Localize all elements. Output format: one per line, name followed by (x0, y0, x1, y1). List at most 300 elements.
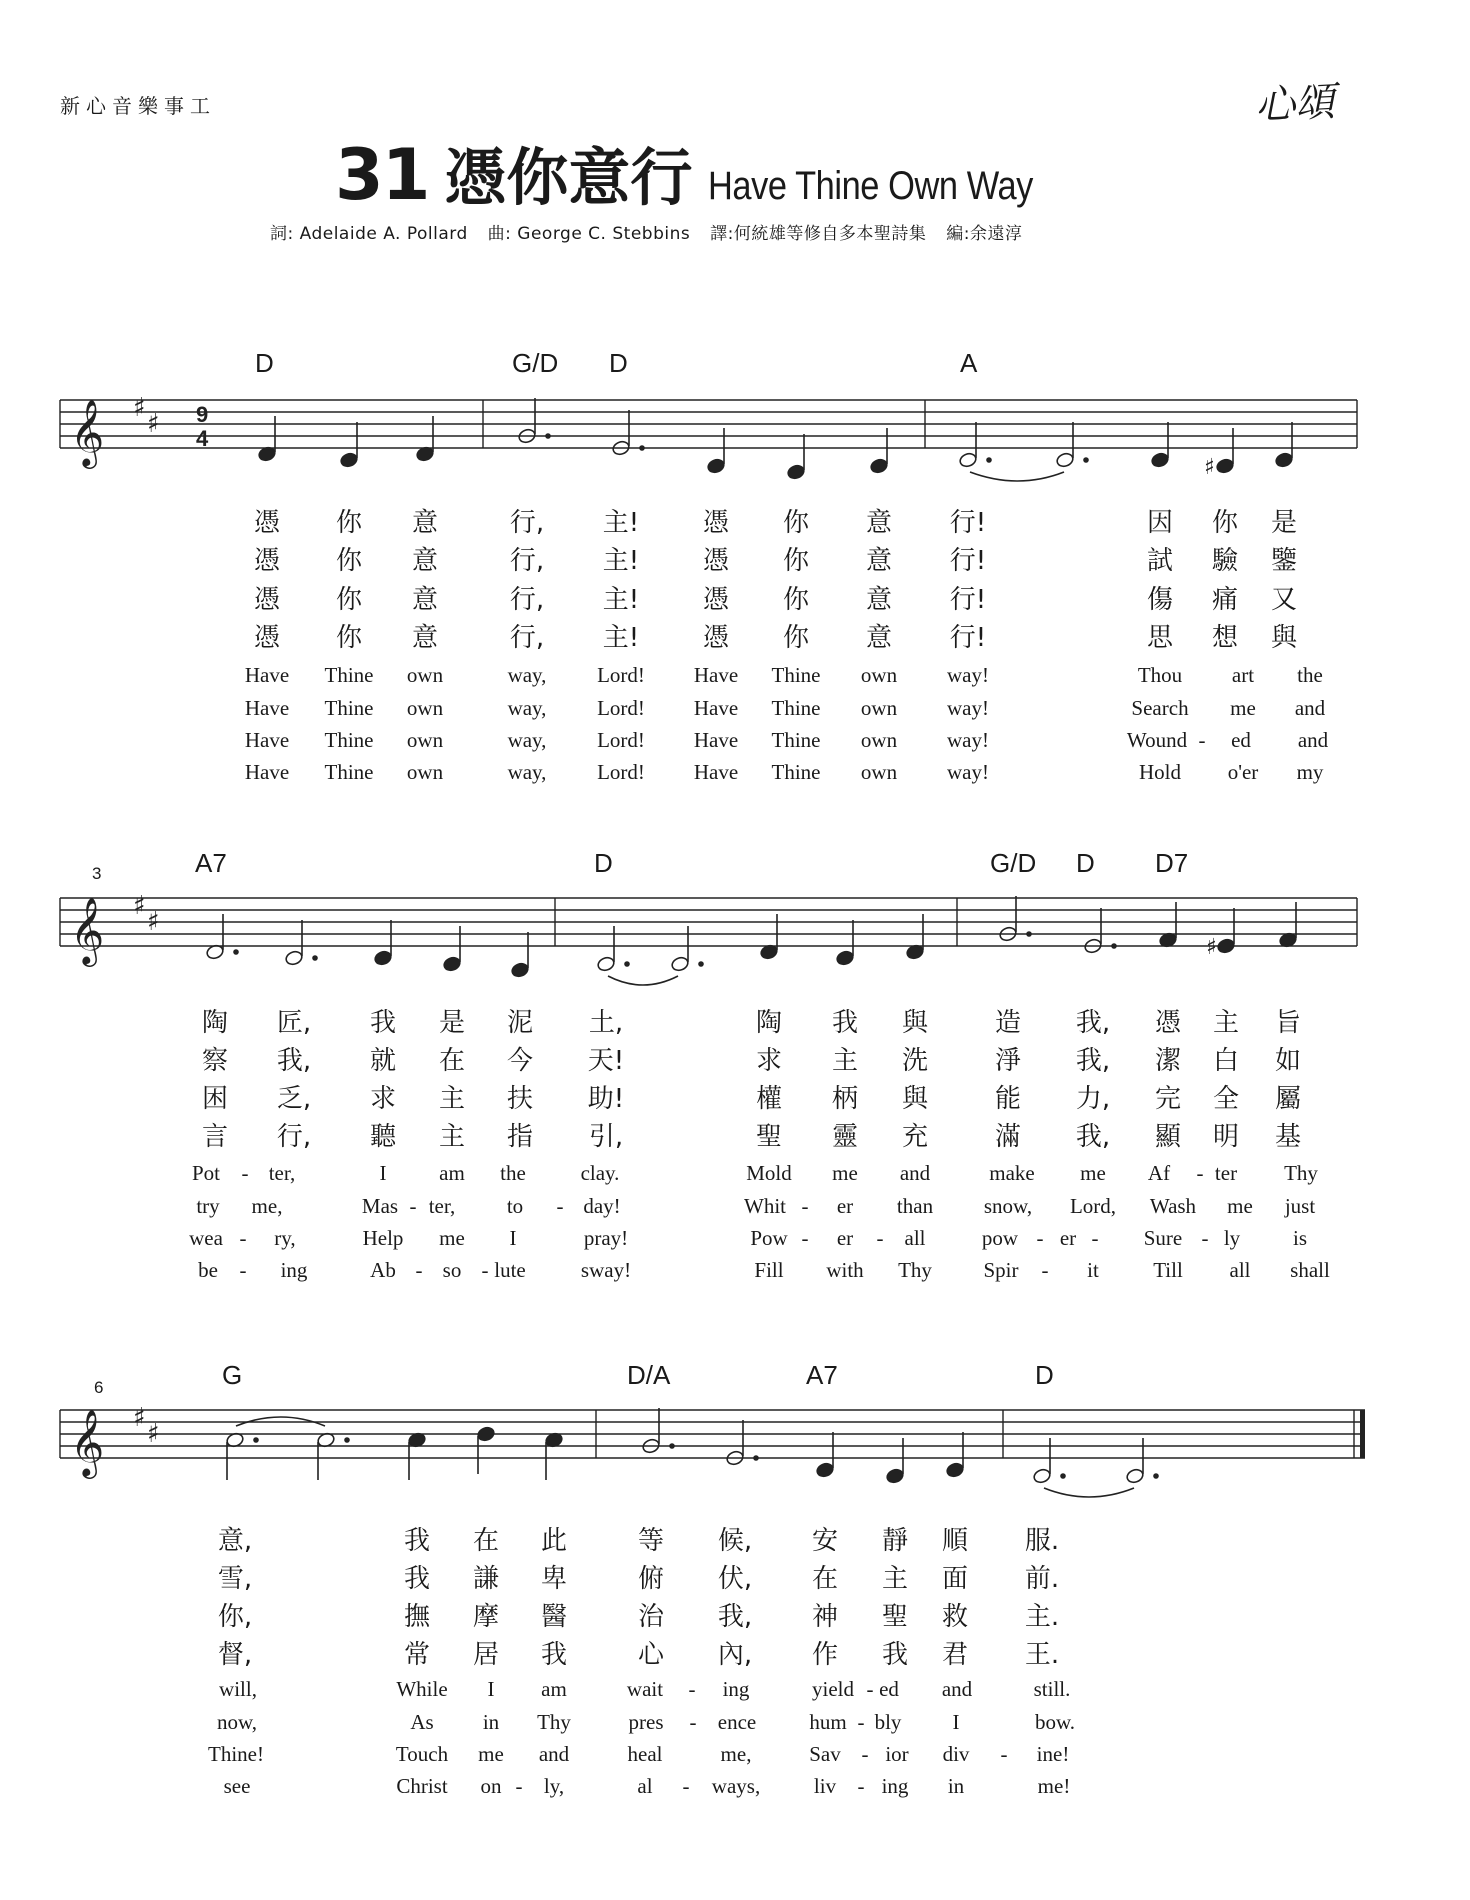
lyric-en: try (196, 1194, 220, 1218)
lyric-en: own (406, 696, 444, 720)
lyric-en: me! (1037, 1774, 1071, 1798)
lyric-zh: 主 (1212, 1008, 1240, 1038)
lyric-en: Christ (396, 1774, 448, 1798)
staff-system-3 (0, 1400, 1470, 1510)
lyric-en: Have (693, 696, 739, 720)
lyric-en: ly, (543, 1774, 565, 1798)
lyric-zh: 我, (1075, 1046, 1111, 1076)
lyric-en: will, (219, 1677, 257, 1701)
lyric-en: As (410, 1710, 434, 1734)
lyric-en: - (241, 1161, 249, 1185)
lyric-zh: 陶 (201, 1008, 229, 1038)
lyric-en: I (487, 1677, 495, 1701)
lyric-zh: 柄 (831, 1084, 859, 1114)
svg-text:♯: ♯ (133, 891, 146, 921)
lyric-zh: 想 (1211, 623, 1239, 653)
lyric-zh: 乏, (276, 1084, 312, 1114)
lyric-zh: 撫 (403, 1602, 431, 1632)
lyric-zh: 意 (411, 585, 439, 615)
lyric-zh: 土, (588, 1008, 624, 1038)
lyric-zh: 伏, (717, 1564, 753, 1594)
svg-text:♯: ♯ (147, 1419, 160, 1449)
lyric-zh: 能 (994, 1084, 1022, 1114)
chord-symbol: G/D (990, 848, 1037, 878)
lyric-zh: 天! (587, 1046, 625, 1076)
title-chinese: 憑你意行 (444, 141, 693, 214)
lyric-zh: 顯 (1154, 1122, 1182, 1152)
lyric-en: Ab (370, 1258, 396, 1282)
chord-symbol: D (255, 348, 274, 378)
lyric-zh: 憑 (1154, 1008, 1182, 1038)
lyric-zh: 神 (811, 1602, 839, 1632)
lyric-en: Thy (898, 1258, 932, 1282)
lyric-zh: 滿 (994, 1122, 1022, 1152)
lyric-en: - (1091, 1226, 1099, 1250)
lyric-zh: 行! (949, 546, 987, 576)
svg-text:♯: ♯ (1206, 935, 1217, 960)
lyric-zh: 意, (217, 1526, 253, 1556)
lyric-en: am (439, 1161, 465, 1185)
chord-symbol: D (1076, 848, 1095, 878)
lyric-en: way! (947, 728, 989, 752)
lyric-en: ed (879, 1677, 899, 1701)
lyric-zh: 聖 (755, 1122, 783, 1152)
lyric-zh: 權 (755, 1084, 783, 1114)
lyric-zh: 引, (588, 1122, 624, 1152)
lyric-en: - (876, 1226, 884, 1250)
lyric-en: ing (280, 1258, 308, 1282)
lyric-en: pray! (583, 1226, 629, 1250)
lyric-zh: 督, (217, 1640, 253, 1670)
lyric-zh: 因 (1146, 508, 1174, 538)
chord-symbol: D (594, 848, 613, 878)
lyric-en: Search (1131, 696, 1189, 720)
lyric-en: all (904, 1226, 926, 1250)
lyric-en: ing (881, 1774, 909, 1798)
lyric-en: with (826, 1258, 864, 1282)
lyric-en: way! (947, 760, 989, 784)
svg-text:♯: ♯ (147, 907, 160, 937)
lyric-en: Thine! (208, 1742, 264, 1766)
lyric-en: - (801, 1194, 809, 1218)
lyric-zh: 意 (411, 508, 439, 538)
lyric-en: me, (720, 1742, 752, 1766)
lyric-zh: 靈 (831, 1122, 859, 1152)
hymn-number: 31 (335, 134, 429, 216)
lyric-en: Thine (324, 728, 374, 752)
lyric-en: Help (362, 1226, 404, 1250)
lyric-zh: 又 (1270, 585, 1298, 615)
lyric-zh: 行, (509, 585, 545, 615)
lyric-en: Hold (1139, 760, 1181, 784)
lyric-zh: 行! (949, 623, 987, 653)
lyric-zh: 是 (1270, 508, 1298, 538)
lyric-zh: 與 (901, 1084, 929, 1114)
lyric-zh: 驗 (1211, 546, 1239, 576)
lyric-en: yield (812, 1677, 854, 1701)
lyric-en: sway! (580, 1258, 632, 1282)
lyric-zh: 憑 (702, 508, 730, 538)
lyric-zh: 與 (901, 1008, 929, 1038)
lyric-zh: 聖 (881, 1602, 909, 1632)
lyric-en: Touch (395, 1742, 449, 1766)
lyric-en: Thy (1284, 1161, 1318, 1185)
title-english: Have Thine Own Way (708, 164, 1034, 208)
lyric-en: own (860, 663, 898, 687)
lyric-en: Thine (771, 728, 821, 752)
lyric-en: me (1080, 1161, 1106, 1185)
lyric-en: Till (1153, 1258, 1183, 1282)
lyric-en: Thine (324, 696, 374, 720)
svg-text:♯: ♯ (147, 409, 160, 439)
svg-text:♯: ♯ (133, 393, 146, 423)
lyric-en: Wound (1126, 728, 1188, 752)
lyric-en: Sav (809, 1742, 841, 1766)
measure-number: 6 (94, 1378, 104, 1397)
lyric-en: in (482, 1710, 500, 1734)
lyric-en: own (860, 760, 898, 784)
lyric-en: Af (1147, 1161, 1171, 1185)
lyric-en: Sure (1143, 1226, 1183, 1250)
lyric-en: be (198, 1258, 218, 1282)
lyric-en: Thine (771, 696, 821, 720)
lyric-en: Lord! (597, 696, 645, 720)
lyric-zh: 主! (602, 585, 640, 615)
lyric-en: bly (874, 1710, 902, 1734)
lyric-en: all (1229, 1258, 1251, 1282)
lyric-zh: 謙 (472, 1564, 500, 1594)
lyric-zh: 淨 (994, 1046, 1022, 1076)
lyric-zh: 我, (1075, 1008, 1111, 1038)
lyric-zh: 主! (602, 623, 640, 653)
lyric-zh: 你 (335, 623, 363, 653)
lyric-en: way, (507, 696, 547, 720)
lyric-en: - (689, 1710, 697, 1734)
lyric-en: ways, (711, 1774, 761, 1798)
lyric-en: - (1041, 1258, 1049, 1282)
credits-line (270, 219, 1037, 244)
lyric-en: Lord! (597, 728, 645, 752)
lyric-zh: 憑 (253, 546, 281, 576)
lyric-zh: 俯 (637, 1564, 665, 1594)
lyric-zh: 作 (811, 1640, 839, 1670)
lyric-zh: 內, (717, 1640, 753, 1670)
chord-symbol: A (960, 348, 978, 378)
lyric-zh: 意 (411, 546, 439, 576)
lyric-zh: 陶 (755, 1008, 783, 1038)
lyric-zh: 你 (782, 623, 810, 653)
lyric-zh: 困 (201, 1084, 229, 1114)
lyric-zh: 救 (941, 1602, 969, 1632)
lyric-en: - (415, 1258, 423, 1282)
lyric-en: own (860, 696, 898, 720)
lyric-zh: 匠, (276, 1008, 312, 1038)
lyric-zh: 你 (335, 585, 363, 615)
measure-number: 3 (92, 864, 102, 883)
lyric-en: Thine (324, 760, 374, 784)
time-sig-bottom: 4 (196, 426, 209, 451)
lyric-zh: 憑 (702, 546, 730, 576)
lyric-en: ter (1214, 1161, 1238, 1185)
lyric-en: art (1231, 663, 1255, 687)
lyric-zh: 扶 (506, 1084, 534, 1114)
lyric-en: me (1230, 696, 1256, 720)
lyric-en: way! (947, 663, 989, 687)
lyric-en: - (1000, 1742, 1008, 1766)
lyric-en: liv (813, 1774, 837, 1798)
lyric-zh: 我 (881, 1640, 909, 1670)
staff-system-2 (0, 888, 1470, 998)
lyric-en: Lord! (597, 760, 645, 784)
lyric-en: Lord! (597, 663, 645, 687)
handwritten-mark: 心頌 (1254, 78, 1337, 130)
lyric-en: and (899, 1161, 931, 1185)
svg-text:♯: ♯ (1204, 455, 1215, 480)
lyric-en: in (947, 1774, 965, 1798)
lyric-en: pow (981, 1226, 1019, 1250)
lyric-en: ing (722, 1677, 750, 1701)
lyric-en: me (1227, 1194, 1253, 1218)
lyric-zh: 心 (637, 1640, 665, 1670)
lyric-en: day! (583, 1194, 621, 1218)
lyric-en: Have (244, 760, 290, 784)
lyric-en: - (688, 1677, 696, 1701)
lyric-en: Lord, (1069, 1194, 1117, 1218)
lyric-zh: 求 (369, 1084, 397, 1114)
lyric-en: way! (947, 696, 989, 720)
lyric-zh: 求 (755, 1046, 783, 1076)
lyric-zh: 察 (201, 1046, 229, 1076)
lyric-zh: 服. (1024, 1526, 1060, 1556)
lyric-en: er (836, 1226, 854, 1250)
lyric-zh: 前. (1024, 1564, 1060, 1594)
svg-text:𝄞: 𝄞 (70, 1408, 105, 1476)
chord-symbol: G (222, 1360, 243, 1390)
lyric-zh: 明 (1212, 1122, 1240, 1152)
lyric-en: I (509, 1226, 517, 1250)
lyric-zh: 指 (506, 1122, 534, 1152)
composer-credit: 曲: George C. Stebbins (487, 224, 691, 244)
lyric-en: the (1297, 663, 1323, 687)
lyric-en: the (500, 1161, 526, 1185)
lyric-zh: 在 (438, 1046, 466, 1076)
lyric-en: Have (693, 760, 739, 784)
lyric-en: just (1284, 1194, 1316, 1218)
lyric-en: and (1294, 696, 1326, 720)
lyric-zh: 就 (369, 1046, 397, 1076)
chord-symbol: D/A (627, 1360, 671, 1390)
lyric-en: Thine (771, 760, 821, 784)
lyric-en: ior (885, 1742, 909, 1766)
lyric-zh: 潔 (1154, 1046, 1182, 1076)
lyric-zh: 主! (602, 508, 640, 538)
lyric-zh: 屬 (1274, 1084, 1302, 1114)
lyric-zh: 造 (994, 1008, 1022, 1038)
lyric-en: Thy (537, 1710, 571, 1734)
lyric-zh: 意 (411, 623, 439, 653)
lyric-zh: 雪, (217, 1564, 253, 1594)
lyric-zh: 痛 (1211, 585, 1239, 615)
lyric-en: own (406, 760, 444, 784)
lyric-en: Thou (1137, 663, 1183, 687)
lyric-zh: 是 (438, 1008, 466, 1038)
lyric-zh: 今 (506, 1046, 534, 1076)
lyric-en: ence (717, 1710, 757, 1734)
time-sig-top: 9 (196, 402, 209, 427)
lyric-zh: 基 (1274, 1122, 1302, 1152)
lyric-zh: 主 (438, 1084, 466, 1114)
lyric-zh: 我, (717, 1602, 753, 1632)
lyric-zh: 全 (1212, 1084, 1240, 1114)
lyric-en: me (478, 1742, 504, 1766)
lyric-en: - (556, 1194, 564, 1218)
lyric-zh: 醫 (540, 1602, 568, 1632)
lyric-en: am (541, 1677, 567, 1701)
lyric-zh: 你 (335, 546, 363, 576)
lyric-zh: 主. (1024, 1602, 1060, 1632)
lyric-en: ter, (268, 1161, 296, 1185)
lyric-zh: 我, (276, 1046, 312, 1076)
lyric-en: heal (627, 1742, 663, 1766)
lyric-en: While (396, 1677, 448, 1701)
lyric-en: wait (626, 1677, 664, 1701)
lyric-en: me, (251, 1194, 283, 1218)
svg-text:𝄞: 𝄞 (70, 398, 105, 466)
lyric-en: on (480, 1774, 502, 1798)
chord-symbol: D7 (1155, 848, 1189, 878)
lyric-en: - (866, 1677, 874, 1701)
lyric-zh: 憑 (702, 623, 730, 653)
lyric-zh: 行! (949, 585, 987, 615)
lyric-en: than (896, 1194, 934, 1218)
lyric-zh: 治 (637, 1602, 665, 1632)
lyric-en: Thine (771, 663, 821, 687)
lyricist-credit: 詞: Adelaide A. Pollard (270, 224, 468, 244)
lyric-en: - (857, 1710, 865, 1734)
lyric-en: Fill (754, 1258, 784, 1282)
chord-symbol: G/D (512, 348, 559, 378)
lyric-zh: 君 (941, 1640, 969, 1670)
lyric-zh: 等 (637, 1526, 665, 1556)
lyric-en: al (637, 1774, 653, 1798)
lyric-zh: 主 (831, 1046, 859, 1076)
lyric-zh: 憑 (253, 623, 281, 653)
lyric-zh: 行, (509, 623, 545, 653)
lyric-en: still. (1033, 1677, 1071, 1701)
lyric-zh: 靜 (881, 1526, 909, 1556)
lyric-en: Mas (361, 1194, 399, 1218)
lyric-zh: 在 (811, 1564, 839, 1594)
lyric-zh: 你 (1211, 508, 1239, 538)
lyric-en: Pot (191, 1161, 221, 1185)
lyric-en: o'er (1227, 760, 1259, 784)
lyric-en: er (1059, 1226, 1077, 1250)
lyric-zh: 在 (472, 1526, 500, 1556)
lyric-en: Wash (1149, 1194, 1197, 1218)
lyric-zh: 你 (782, 546, 810, 576)
lyric-en: Mold (746, 1161, 792, 1185)
chord-symbol: A7 (806, 1360, 838, 1390)
lyric-en: and (538, 1742, 570, 1766)
staff-system-1 (0, 390, 1470, 500)
lyric-zh: 行, (276, 1122, 312, 1152)
lyric-zh: 意 (865, 623, 893, 653)
lyric-en: lute (494, 1258, 526, 1282)
lyric-en: me (832, 1161, 858, 1185)
lyric-zh: 你, (217, 1602, 253, 1632)
lyric-en: I (952, 1710, 960, 1734)
lyric-zh: 力, (1075, 1084, 1111, 1114)
lyric-en: Have (693, 663, 739, 687)
lyric-zh: 如 (1274, 1046, 1302, 1076)
lyric-zh: 試 (1146, 546, 1174, 576)
lyric-zh: 面 (941, 1564, 969, 1594)
lyric-zh: 白 (1212, 1046, 1240, 1076)
svg-text:♯: ♯ (133, 1403, 146, 1433)
arranger-credit: 編:余遠淳 (946, 224, 1023, 244)
lyric-en: - (515, 1774, 523, 1798)
lyric-en: own (406, 728, 444, 752)
lyric-en: er (836, 1194, 854, 1218)
lyric-zh: 你 (782, 585, 810, 615)
lyric-zh: 居 (472, 1640, 500, 1670)
lyric-en: wea (189, 1226, 223, 1250)
lyric-en: own (406, 663, 444, 687)
lyric-en: ry, (274, 1226, 296, 1250)
lyric-en: clay. (580, 1161, 620, 1185)
lyric-zh: 你 (782, 508, 810, 538)
lyric-en: Have (244, 696, 290, 720)
lyric-zh: 思 (1146, 623, 1174, 653)
lyric-en: - (409, 1194, 417, 1218)
lyric-zh: 聽 (369, 1122, 397, 1152)
lyric-en: Thine (324, 663, 374, 687)
hymn-title (335, 128, 1086, 217)
lyric-zh: 與 (1270, 623, 1298, 653)
lyric-en: me (439, 1226, 465, 1250)
lyric-en: way, (507, 663, 547, 687)
lyric-en: now, (216, 1710, 258, 1734)
lyric-en: I (379, 1161, 387, 1185)
lyric-en: way, (507, 728, 547, 752)
lyric-zh: 主! (602, 546, 640, 576)
lyric-zh: 充 (901, 1122, 929, 1152)
lyric-en: snow, (983, 1194, 1033, 1218)
lyric-zh: 常 (403, 1640, 431, 1670)
chord-symbol: A7 (195, 848, 227, 878)
ministry-name: 新心音樂事工 (60, 94, 216, 118)
lyric-en: way, (507, 760, 547, 784)
lyric-en: - (1201, 1226, 1209, 1250)
lyric-zh: 泥 (506, 1008, 534, 1038)
lyric-zh: 傷 (1146, 585, 1174, 615)
lyric-en: - (239, 1226, 247, 1250)
lyric-en: - (1196, 1161, 1204, 1185)
lyric-en: Have (244, 728, 290, 752)
lyric-en: Have (693, 728, 739, 752)
lyric-en: ine! (1036, 1742, 1070, 1766)
lyric-en: Pow (750, 1226, 788, 1250)
lyric-en: - (857, 1774, 865, 1798)
lyric-en: ed (1231, 728, 1251, 752)
lyric-en: shall (1290, 1258, 1330, 1282)
lyric-zh: 你 (335, 508, 363, 538)
lyric-zh: 旨 (1274, 1008, 1302, 1038)
lyric-en: to (506, 1194, 524, 1218)
lyric-zh: 意 (865, 508, 893, 538)
lyric-en: and (1297, 728, 1329, 752)
lyric-zh: 順 (941, 1526, 969, 1556)
